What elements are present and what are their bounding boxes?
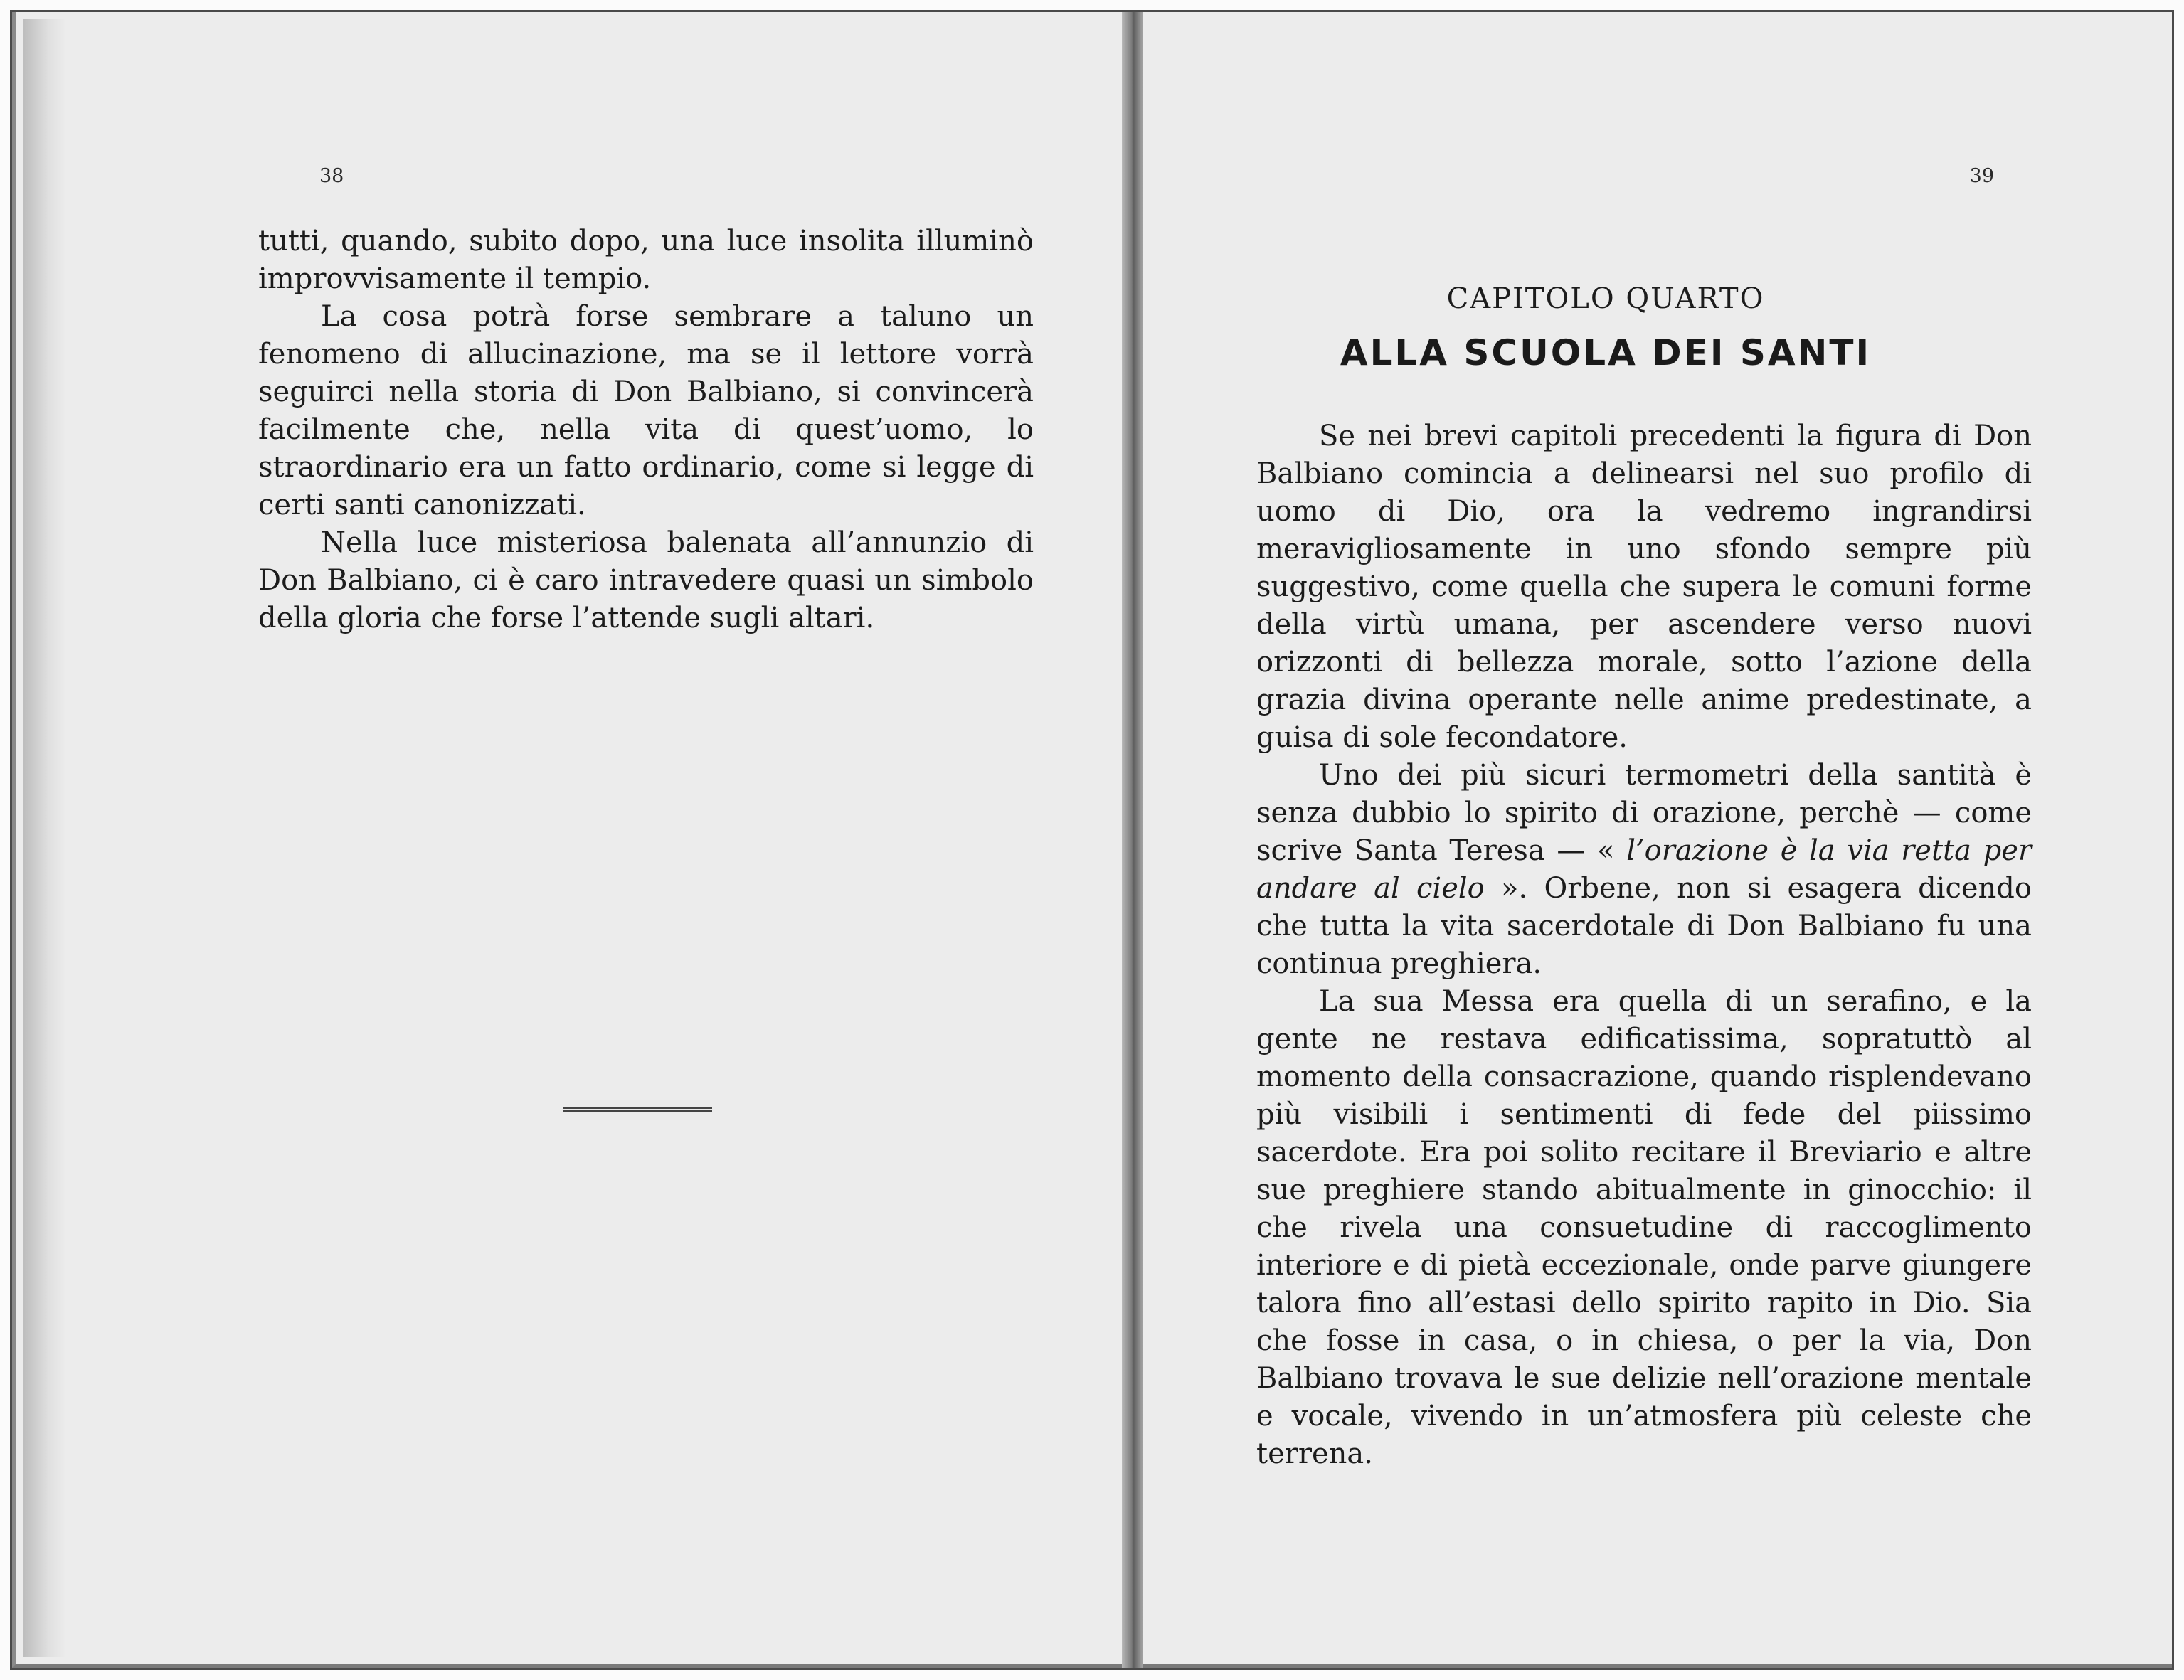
paragraph: Se nei brevi capitoli precedenti la figura di Don Balbiano comincia a delinearsi nel suo profilo di uomo di Dio, ora la vedremo ingrandirsi meravigliosamente in uno sfondo sempre più suggestivo, come quella che supera le comuni forme della virtù umana, per ascendere verso nuovi orizzonti di bellezza morale, sotto l’azione della grazia divina operante nelle anime predestinate, a guisa di sole fecondatore. xyxy=(1256,420,2032,754)
paragraph-text: ». Orbene, non si esagera dicendo che tutta la vita sacerdotale di Don Balbiano fu una continua preghiera. xyxy=(1256,872,2032,980)
paragraph: La sua Messa era quella di un serafino, e la gente ne restava edificatissima, sopratuttò al momento della consacrazione, quando risplendevano più visibili i sentimenti di fede del piissimo sacerdote. Era poi solito recitare il Breviario e altre sue preghiere stando abitualmente in ginocchio: il che rivela una consuetudine di raccoglimento interiore e di pietà eccezionale, onde parve giungere talora fino all’estasi dello spirito rapito in Dio. Sia che fosse in casa, o in chiesa, o per la via, Don Balbiano trovava le sue delizie nell’orazione mentale e vocale, vivendo in un’atmosfera più celeste che terrena. xyxy=(1256,985,2032,1470)
paragraph-text: Uno dei più sicuri termometri della santità è senza dubbio lo spirito di orazione, perchè — come scrive Santa Teresa — « xyxy=(1256,759,2032,867)
chapter-end-rule xyxy=(563,1107,712,1112)
chapter-label: CAPITOLO QUARTO xyxy=(1446,282,1765,315)
paragraph xyxy=(1256,757,2032,983)
page-number-right: 39 xyxy=(1969,165,1994,187)
book-spread xyxy=(10,10,2174,1670)
paragraph: Nella luce misteriosa balenata all’annunzio di Don Balbiano, ci è caro intravedere quasi un simbolo della gloria che forse l’attende sugli altari. xyxy=(258,526,1034,634)
italic-quote: l’orazione è la via retta per andare al cielo xyxy=(1256,834,2032,905)
page-number-left: 38 xyxy=(319,165,344,187)
paragraph: La cosa potrà forse sembrare a taluno un fenomeno di allucinazione, ma se il lettore vorrà seguirci nella storia di Don Balbiano, si convincerà facilmente che, nella vita di quest’uomo, lo straordinario era un fatto ordinario, come si legge di certi santi canonizzati. xyxy=(258,300,1034,521)
left-page-text xyxy=(258,223,1034,637)
paragraph: tutti, quando, subito dopo, una luce insolita illuminò improvvisamente il tempio. xyxy=(258,225,1034,295)
book-gutter xyxy=(1122,12,1143,1668)
chapter-title: ALLA SCUOLA DEI SANTI xyxy=(1340,332,1872,373)
right-page-text xyxy=(1256,418,2032,1473)
